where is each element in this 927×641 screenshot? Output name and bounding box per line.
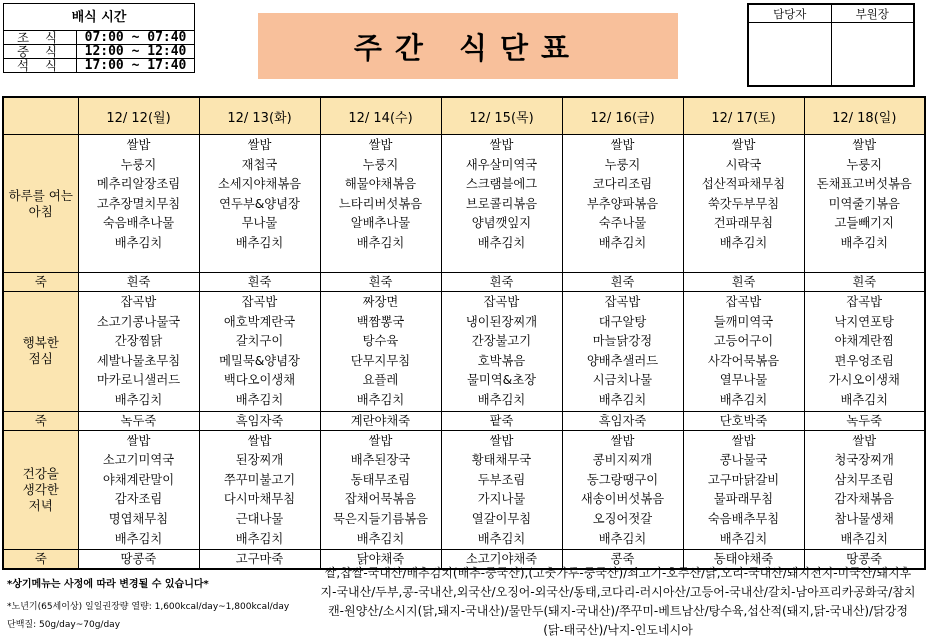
day-header: 12/ 16(금): [562, 97, 683, 135]
menu-item: 사각어묵볶음: [707, 353, 780, 368]
lunch-menu-cell: [78, 292, 199, 412]
breakfast-porridge-cell: 흰죽: [562, 273, 683, 292]
dinner-row: [3, 430, 925, 550]
lunch-porridge-cell: 계란야채죽: [320, 411, 441, 430]
breakfast-menu-cell: [199, 135, 320, 273]
breakfast-label-line: 하루를 여는: [8, 187, 73, 203]
menu-item: 새우살미역국: [465, 157, 538, 172]
approval-box: [747, 3, 915, 87]
menu-item: 쌀밥: [368, 433, 393, 448]
menu-item: 쌀밥: [247, 433, 272, 448]
approval-vice-director-label: 부원장: [831, 4, 914, 23]
breakfast-label-line: 아침: [28, 203, 53, 219]
breakfast-porridge-label: 죽: [3, 273, 78, 292]
menu-item: 새송이버섯볶음: [580, 492, 665, 507]
lunch-porridge-cell: 단호박죽: [683, 411, 804, 430]
corner-cell: [3, 97, 78, 135]
menu-item: 쌀밥: [368, 138, 393, 152]
menu-item: 누룽지: [362, 157, 399, 172]
menu-item: 쭈꾸미불고기: [223, 472, 296, 487]
menu-item: 메밀묵&양념장: [219, 353, 300, 368]
menu-item: 배추김치: [114, 235, 163, 250]
dinner-porridge-label: 죽: [3, 550, 78, 570]
menu-item: 무나물: [241, 216, 278, 231]
breakfast-time-label: 조 식: [4, 31, 77, 45]
day-header: 12/ 18(일): [804, 97, 925, 135]
menu-item: 건파래무침: [713, 216, 774, 231]
menu-item: 근대나물: [235, 511, 284, 526]
menu-item: 배추김치: [477, 235, 526, 250]
lunch-porridge-cell: 녹두죽: [804, 411, 925, 430]
menu-item: 콩비지찌개: [592, 453, 653, 468]
menu-item: 배추김치: [719, 531, 768, 546]
menu-item: 소고기미역국: [102, 453, 175, 468]
menu-item: 연두부&양념장: [219, 196, 300, 211]
menu-item: 돈채표고버섯볶음: [816, 177, 912, 192]
breakfast-menu-cell: [804, 135, 925, 273]
menu-item: 배추김치: [235, 392, 284, 407]
menu-item: 쑥갓두부무침: [707, 196, 780, 211]
menu-item: 감자조림: [114, 492, 163, 507]
menu-item: 배추김치: [840, 531, 888, 546]
menu-item: 야채계란말이: [102, 472, 175, 487]
menu-item: 명엽채무침: [108, 511, 169, 526]
menu-item: 소세지야채볶음: [217, 177, 302, 192]
menu-item: 갈치구이: [235, 334, 284, 349]
menu-item: 동태무조림: [350, 472, 411, 487]
menu-item: 쌀밥: [852, 433, 877, 448]
menu-item: 낙지연포탕: [834, 314, 894, 329]
weekly-menu-table: [2, 96, 926, 570]
menu-item: 배추김치: [477, 531, 526, 546]
breakfast-porridge-cell: 흰죽: [78, 273, 199, 292]
menu-item: 섭산적파채무침: [701, 177, 786, 192]
menu-item: 배추김치: [598, 392, 647, 407]
menu-item: 배추김치: [840, 392, 888, 407]
calorie-note: *노년기(65세이상) 일일권장량 열량: 1,600kcal/day~1,800kcal/day: [7, 602, 290, 612]
dinner-label: [3, 430, 78, 550]
lunch-porridge-cell: 팥죽: [441, 411, 562, 430]
day-header: 12/ 14(수): [320, 97, 441, 135]
dinner-porridge-cell: 소고기야채죽: [441, 550, 562, 570]
menu-item: 누룽지: [604, 157, 641, 172]
serving-time-title: 배식 시간: [4, 4, 195, 31]
menu-item: 알배추나물: [350, 216, 411, 231]
protein-note: 단백질: 50g/day~70g/day: [7, 620, 121, 630]
menu-item: 편우엉조림: [834, 353, 894, 368]
breakfast-menu-cell: [562, 135, 683, 273]
menu-item: 백다오이생채: [223, 373, 296, 388]
menu-item: 고구마닭갈비: [707, 472, 780, 487]
breakfast-porridge-cell: 흰죽: [804, 273, 925, 292]
menu-item: 세발나물초무침: [96, 353, 181, 368]
menu-item: 쌀밥: [852, 138, 877, 152]
menu-item: 된장찌개: [235, 453, 284, 468]
menu-item: 시락국: [725, 157, 762, 172]
menu-item: 두부조림: [477, 472, 526, 487]
menu-item: 고추장멸치무침: [96, 196, 181, 211]
dinner-menu-cell: [320, 430, 441, 550]
dinner-porridge-cell: 콩죽: [562, 550, 683, 570]
menu-item: 마카로니샐러드: [96, 373, 181, 388]
menu-item: 애호박계란국: [223, 314, 296, 329]
lunch-porridge-cell: 녹두죽: [78, 411, 199, 430]
dinner-label-line: 건강을: [22, 465, 59, 481]
menu-item: 다시마채무침: [223, 492, 296, 507]
menu-item: 숙주나물: [598, 216, 647, 231]
menu-item: 고등어구이: [713, 334, 774, 349]
menu-item: 쌀밥: [126, 138, 151, 152]
menu-item: 쌀밥: [126, 433, 151, 448]
dinner-menu-cell: [199, 430, 320, 550]
menu-item: 청국장찌개: [834, 453, 894, 468]
breakfast-porridge-cell: 흰죽: [441, 273, 562, 292]
menu-item: 쌀밥: [610, 138, 635, 152]
menu-item: 배추김치: [356, 392, 405, 407]
menu-item: 잡곡밥: [604, 295, 641, 309]
menu-item: 감자채볶음: [834, 492, 894, 507]
lunch-menu-cell: [441, 292, 562, 412]
approval-vice-director-sign-area[interactable]: [831, 23, 914, 87]
breakfast-porridge-cell: 흰죽: [683, 273, 804, 292]
menu-item: 숙음배추나물: [102, 216, 175, 231]
lunch-time-label: 중 식: [4, 45, 77, 59]
menu-item: 해물야채볶음: [344, 177, 417, 192]
approval-staff-sign-area[interactable]: [748, 23, 831, 87]
dinner-menu-cell: [804, 430, 925, 550]
breakfast-time-value: 07:00 ~ 07:40: [77, 31, 195, 45]
lunch-menu-cell: [804, 292, 925, 412]
serving-time-table: [3, 3, 195, 73]
menu-item: 잡곡밥: [725, 295, 762, 309]
dinner-porridge-cell: 닭야채죽: [320, 550, 441, 570]
menu-item: 오징어젓갈: [592, 511, 653, 526]
lunch-porridge-row: [3, 411, 925, 430]
lunch-porridge-cell: 흑임자죽: [562, 411, 683, 430]
menu-item: 콩나물국: [719, 453, 768, 468]
menu-item: 짜장면: [362, 295, 399, 309]
menu-item: 숙음배추무침: [707, 511, 780, 526]
menu-item: 백짬뽕국: [356, 314, 405, 329]
menu-item: 잡곡밥: [483, 295, 520, 309]
menu-item: 탕수육: [362, 334, 399, 349]
page-title: 주간 식단표: [258, 13, 678, 79]
menu-item: 잡채어묵볶음: [344, 492, 417, 507]
menu-item: 열갈이무침: [471, 511, 532, 526]
menu-item: 잡곡밥: [241, 295, 278, 309]
menu-item: 요플레: [362, 373, 399, 388]
menu-item: 재첩국: [241, 157, 278, 172]
menu-item: 배추김치: [235, 531, 284, 546]
day-header: 12/ 17(토): [683, 97, 804, 135]
menu-item: 간장찜닭: [114, 334, 163, 349]
menu-item: 코다리조림: [592, 177, 653, 192]
dinner-menu-cell: [78, 430, 199, 550]
menu-item: 배추김치: [840, 235, 888, 250]
menu-item: 배추된장국: [350, 453, 411, 468]
menu-item: 쌀밥: [489, 433, 514, 448]
dinner-porridge-cell: 고구마죽: [199, 550, 320, 570]
breakfast-row: [3, 135, 925, 273]
menu-item: 양배추샐러드: [586, 353, 659, 368]
lunch-row: [3, 292, 925, 412]
menu-item: 누룽지: [846, 157, 883, 172]
menu-item: 묵은지들기름볶음: [332, 511, 429, 526]
menu-item: 배추김치: [598, 235, 647, 250]
lunch-menu-cell: [683, 292, 804, 412]
dinner-menu-cell: [441, 430, 562, 550]
menu-item: 메추리알장조림: [96, 177, 181, 192]
lunch-label: [3, 292, 78, 412]
menu-item: 쌀밥: [731, 433, 756, 448]
breakfast-menu-cell: [683, 135, 804, 273]
lunch-menu-cell: [562, 292, 683, 412]
menu-item: 배추김치: [356, 531, 405, 546]
breakfast-label: [3, 135, 78, 273]
menu-item: 잡곡밥: [846, 295, 883, 309]
menu-item: 부추양파볶음: [586, 196, 659, 211]
lunch-label-line: 행복한: [22, 335, 59, 351]
menu-item: 배추김치: [235, 235, 284, 250]
menu-item: 배추김치: [477, 392, 526, 407]
menu-item: 가시오이생채: [828, 373, 900, 388]
menu-item: 시금치나물: [592, 373, 653, 388]
day-header: 12/ 13(화): [199, 97, 320, 135]
menu-item: 들깨미역국: [713, 314, 774, 329]
lunch-porridge-cell: 흑임자죽: [199, 411, 320, 430]
menu-item: 야채계란찜: [834, 334, 894, 349]
dinner-time-value: 17:00 ~ 17:40: [77, 59, 195, 73]
menu-item: 배추김치: [114, 531, 163, 546]
menu-item: 동그랑땡구이: [586, 472, 659, 487]
approval-staff-label: 담당자: [748, 4, 831, 23]
menu-item: 잡곡밥: [120, 295, 157, 309]
menu-item: 배추김치: [114, 392, 163, 407]
lunch-time-value: 12:00 ~ 12:40: [77, 45, 195, 59]
menu-item: 쌀밥: [731, 138, 756, 152]
menu-item: 마늘닭강정: [592, 334, 653, 349]
menu-item: 쌀밥: [610, 433, 635, 448]
day-header: 12/ 15(목): [441, 97, 562, 135]
menu-item: 호박볶음: [477, 353, 526, 368]
menu-item: 가지나물: [477, 492, 526, 507]
menu-item: 스크램블에그: [465, 177, 538, 192]
menu-item: 간장불고기: [471, 334, 532, 349]
menu-item: 대구알탕: [598, 314, 647, 329]
breakfast-porridge-cell: 흰죽: [320, 273, 441, 292]
menu-item: 누룽지: [120, 157, 157, 172]
breakfast-menu-cell: [78, 135, 199, 273]
dinner-menu-cell: [562, 430, 683, 550]
breakfast-porridge-row: [3, 273, 925, 292]
dinner-porridge-cell: 땅콩죽: [78, 550, 199, 570]
menu-item: 소고기콩나물국: [96, 314, 181, 329]
ingredient-origin-note: 쌀,찹쌀-국내산/배추김치(배추-중국산),(고춧가루-중국산)/쇠고기-호주산/닭,오리-국내산/돼지전지-미국산/돼지후지-국내산/두부,콩-국내산,외국산/오징어-외국산/동태,코다리-러시아산/고등어-국내산/갈치-남아프리카공화국/참치캔-원양산/소시지(닭,돼지-국내산)/물만두(돼지-국내산)/쭈꾸미-베트남산/탕수육,섭산적(돼지,닭-국내산)/닭강정(닭-태국산)/낙지-인도네시아: [320, 566, 916, 637]
dinner-menu-cell: [683, 430, 804, 550]
dinner-label-line: 생각한: [22, 481, 59, 497]
menu-item: 느타리버섯볶음: [338, 196, 423, 211]
menu-item: 배추김치: [719, 235, 768, 250]
menu-item: 참나물생채: [834, 511, 894, 526]
menu-item: 냉이된장찌개: [465, 314, 538, 329]
lunch-label-line: 점심: [28, 351, 53, 367]
day-header-row: [3, 97, 925, 135]
menu-item: 고들빼기지: [834, 216, 894, 231]
menu-item: 배추김치: [356, 235, 405, 250]
dinner-time-label: 석 식: [4, 59, 77, 73]
lunch-menu-cell: [320, 292, 441, 412]
menu-item: 물파래무침: [713, 492, 774, 507]
breakfast-porridge-cell: 흰죽: [199, 273, 320, 292]
lunch-menu-cell: [199, 292, 320, 412]
menu-item: 미역줄기볶음: [828, 196, 900, 211]
menu-item: 배추김치: [598, 531, 647, 546]
menu-item: 배추김치: [719, 392, 768, 407]
dinner-porridge-cell: 동태야채죽: [683, 550, 804, 570]
menu-item: 삼치무조림: [834, 472, 894, 487]
menu-item: 브로콜리볶음: [465, 196, 538, 211]
dinner-label-line: 저녁: [28, 497, 53, 513]
menu-item: 황태채무국: [471, 453, 532, 468]
menu-item: 쌀밥: [247, 138, 272, 152]
menu-item: 물미역&초장: [467, 373, 536, 388]
breakfast-menu-cell: [441, 135, 562, 273]
breakfast-menu-cell: [320, 135, 441, 273]
lunch-porridge-label: 죽: [3, 411, 78, 430]
day-header: 12/ 12(월): [78, 97, 199, 135]
change-notice: *상기메뉴는 사정에 따라 변경될 수 있습니다*: [7, 579, 209, 590]
dinner-porridge-cell: 땅콩죽: [804, 550, 925, 570]
menu-item: 쌀밥: [489, 138, 514, 152]
menu-item: 열무나물: [719, 373, 768, 388]
menu-item: 단무지무침: [350, 353, 411, 368]
menu-item: 양념깻잎지: [471, 216, 532, 231]
